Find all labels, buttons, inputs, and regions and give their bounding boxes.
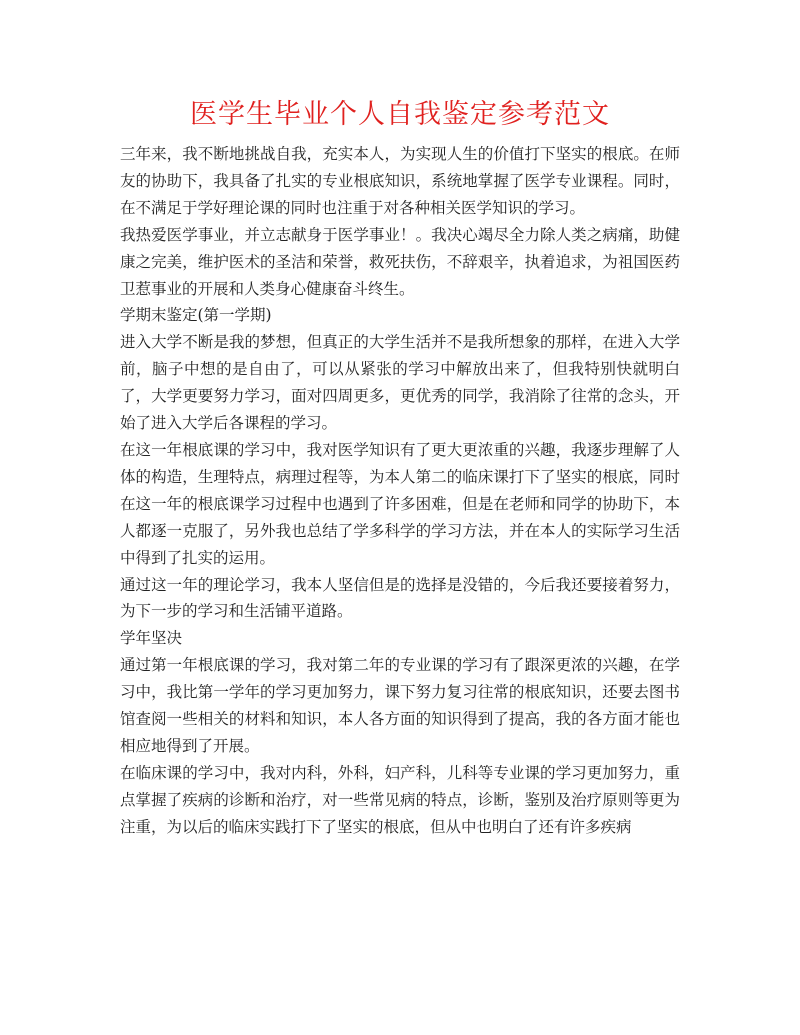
section-heading-academic-year: 学年坚决	[120, 629, 183, 648]
paragraph-clinical-courses: 在临床课的学习中，我对内科，外科，妇产科，儿科等专业课的学习更加努力，重点掌握了疾病的诊断和治疗，对一些常见病的特点，诊断，鉴别及治疗原则等更为注重，为以后的临床实践打下了坚实的根底，但从中也明白了还有许多疾病	[120, 763, 680, 836]
paragraph-theory-study: 通过这一年的理论学习，我本人坚信但是的选择是没错的，今后我还要接着努力，为下一步的学习和生活铺平道路。	[120, 575, 680, 621]
paragraph-dedication: 我热爱医学事业，并立志献身于医学事业！。我决心竭尽全力除人类之病痛，助健康之完美，维护医术的圣洁和荣誉，救死扶伤，不辞艰辛，执着追求，为祖国医药卫惹事业的开展和人类身心健康奋斗终生。	[120, 225, 680, 298]
paragraph-second-year: 通过第一年根底课的学习，我对第二年的专业课的学习有了跟深更浓的兴趣，在学习中，我比第一学年的学习更加努力，课下努力复习往常的根底知识，还要去图书馆查阅一些相关的材料和知识，本人各方面的知识得到了提高，我的各方面才能也相应地得到了开展。	[120, 656, 680, 755]
paragraph-basic-courses: 在这一年根底课的学习中，我对医学知识有了更大更浓重的兴趣，我逐步理解了人体的构造，生理特点，病理过程等，为本人第二的临床课打下了坚实的根底，同时在这一年的根底课学习过程中也遇到了许多困难，但是在老师和同学的协助下，本人都逐一克服了，另外我也总结了学多科学的学习方法，并在本人的实际学习生活中得到了扎实的运用。	[120, 440, 680, 567]
paragraph-intro: 三年来，我不断地挑战自我，充实本人，为实现人生的价值打下坚实的根底。在师友的协助下，我具备了扎实的专业根底知识，系统地掌握了医学专业课程。同时，在不满足于学好理论课的同时也注重于对各种相关医学知识的学习。	[120, 145, 680, 217]
document-title: 医学生毕业个人自我鉴定参考范文	[190, 99, 610, 130]
document-body	[120, 141, 680, 841]
paragraph-entering-university: 进入大学不断是我的梦想，但真正的大学生活并不是我所想象的那样，在进入大学前，脑子中想的是自由了，可以从紧张的学习中解放出来了，但我特别快就明白了，大学更要努力学习，面对四周更多，更优秀的同学，我消除了往常的念头，开始了进入大学后各课程的学习。	[120, 333, 680, 433]
section-heading-first-semester: 学期末鉴定(第一学期)	[120, 306, 272, 325]
